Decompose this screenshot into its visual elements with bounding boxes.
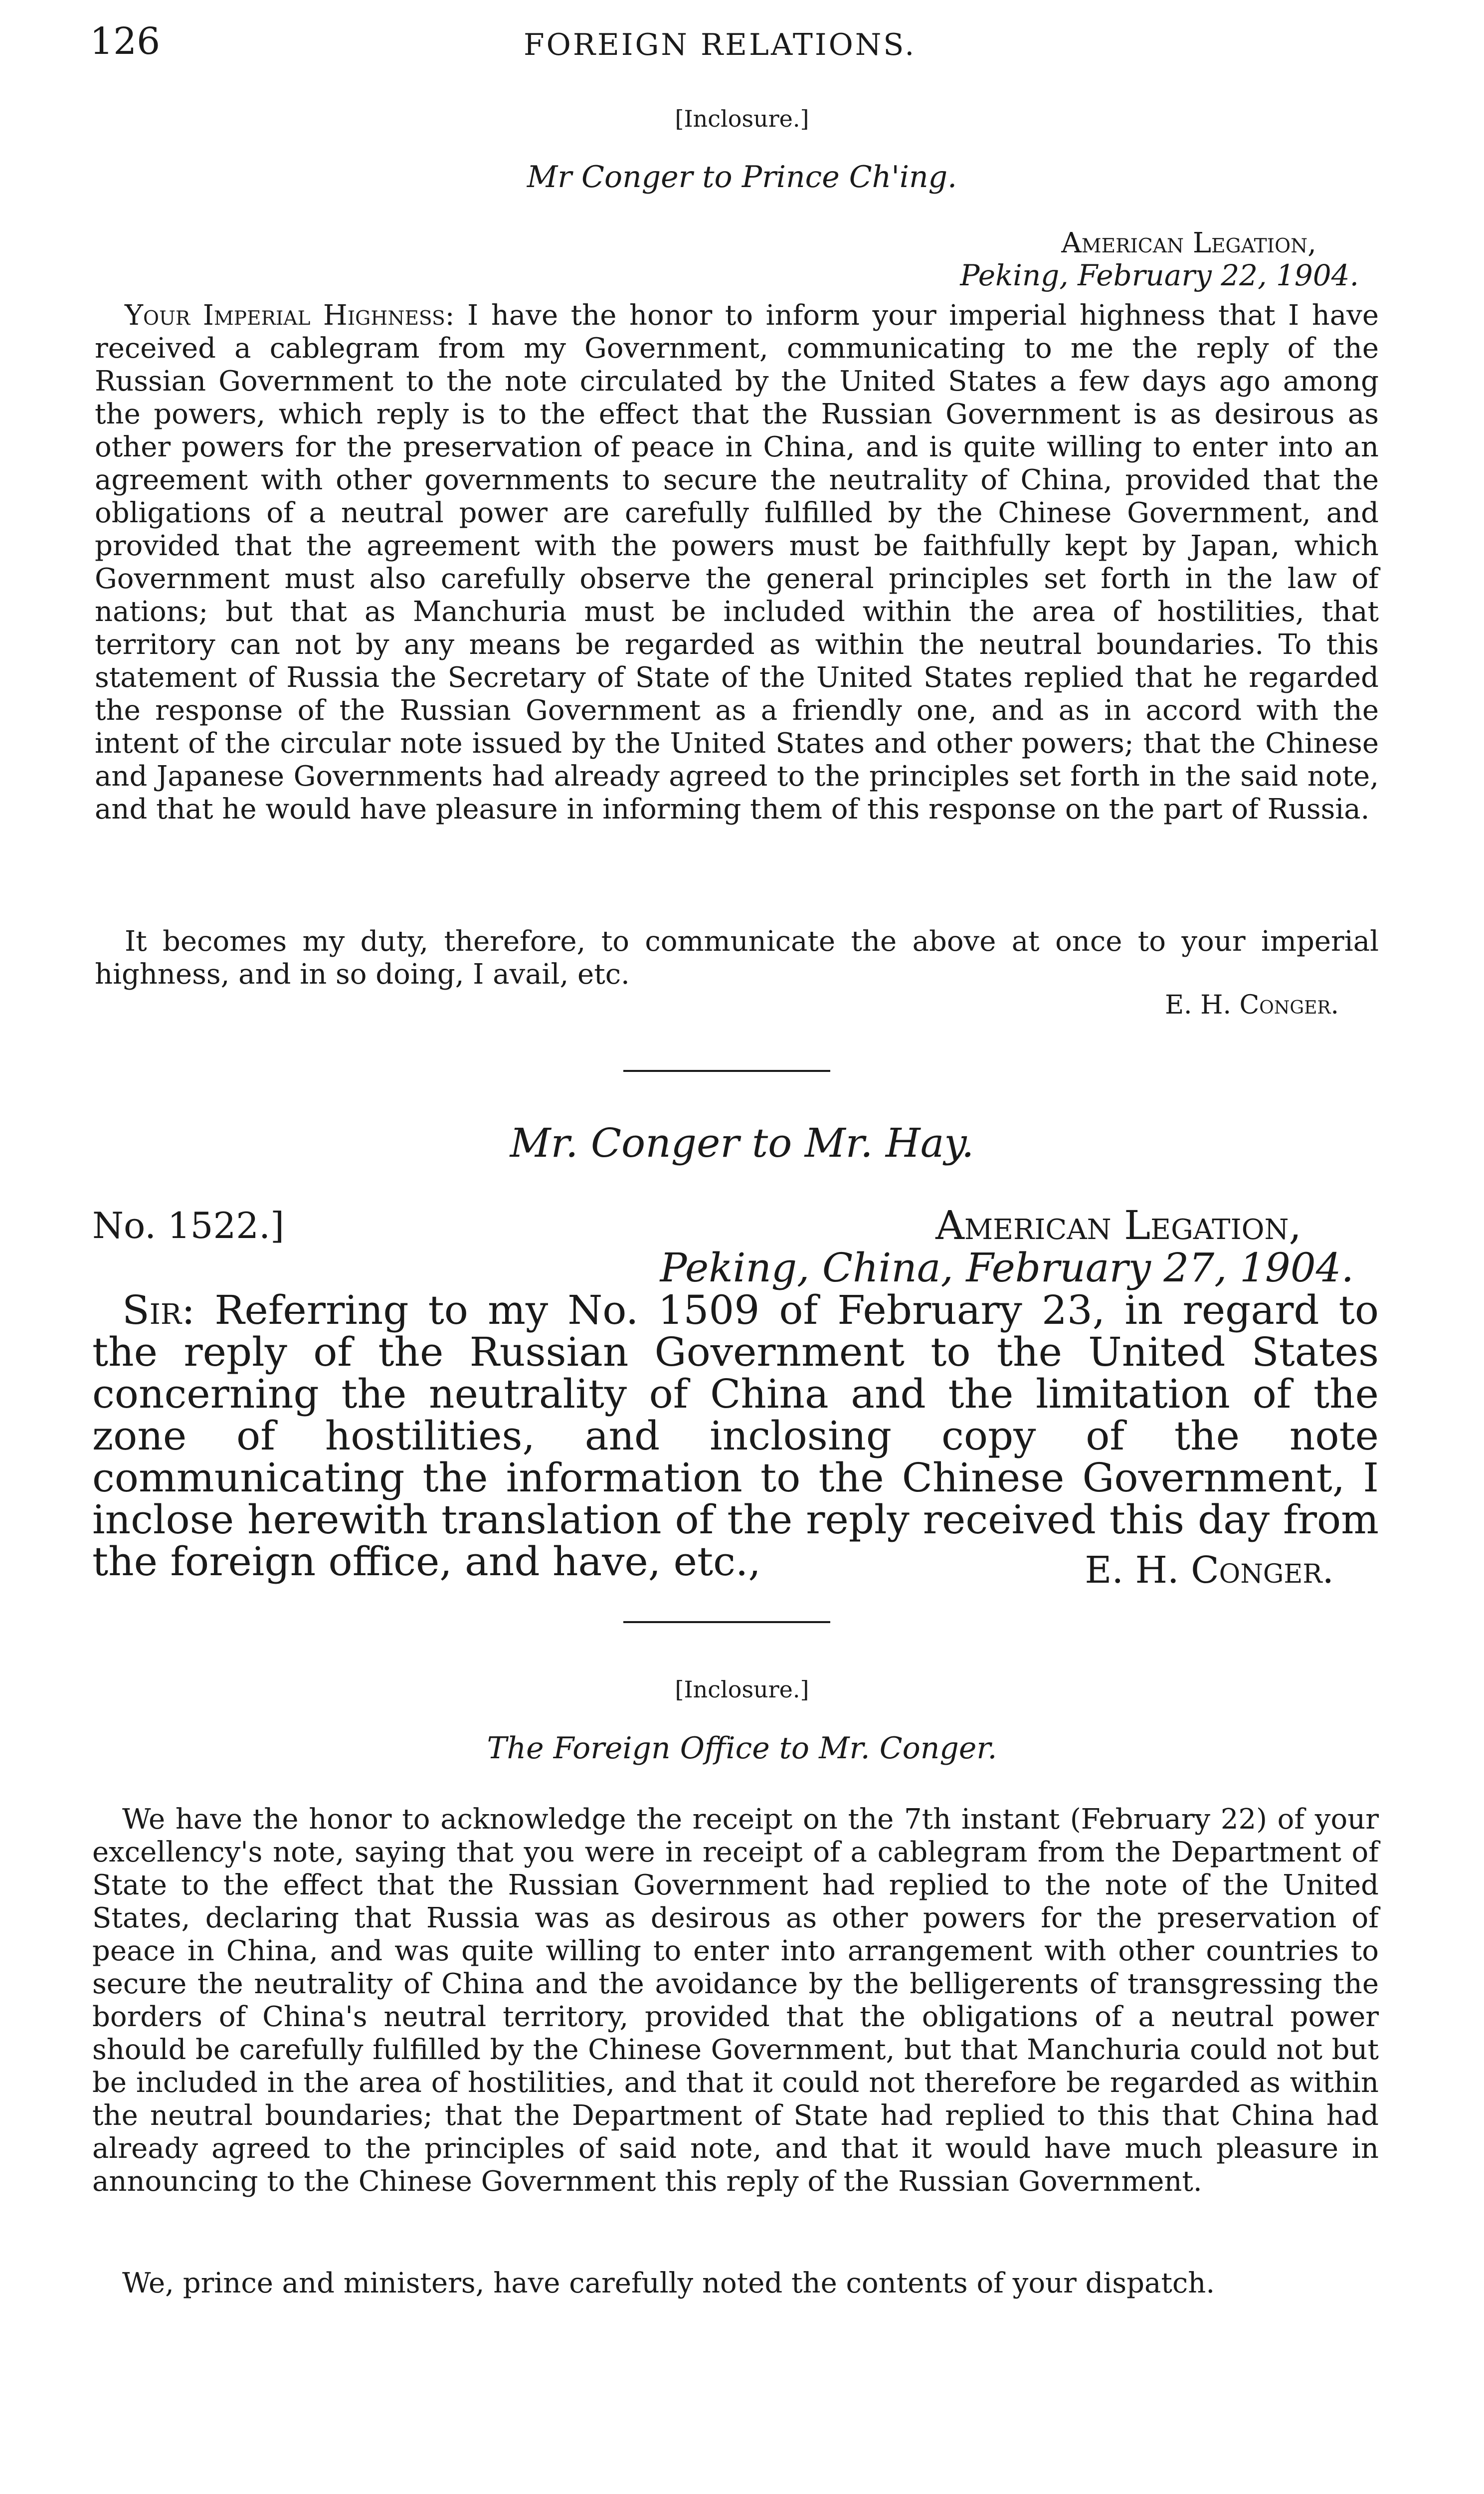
letter-origin: American Legation,	[935, 1202, 1301, 1248]
letter-heading: Mr Conger to Prince Ch'ing.	[527, 160, 957, 195]
letter-body-closing: We, prince and ministers, have carefully noted the contents of your dispatch.	[122, 2267, 1215, 2299]
inclosure-label: [Inclosure.]	[675, 105, 809, 132]
letter-origin: American Legation,	[1061, 227, 1316, 259]
dispatch-number: No. 1522.]	[92, 1205, 285, 1247]
salutation: Sir:	[122, 1287, 195, 1333]
letter-body	[95, 299, 1379, 826]
letter-heading: Mr. Conger to Mr. Hay.	[510, 1120, 974, 1166]
signature: E. H. Conger.	[1085, 1549, 1334, 1592]
letter-body	[92, 1289, 1379, 1583]
letter-body: We have the honor to acknowledge the receipt on the 7th instant (February 22) of your excellency's note, saying that you were in receipt of a cablegram from the Department of State to the effect that the Russian Government had replied to the note of the United States, declaring that Russia was as desirous as other powers for the preservation of peace in China, and was quite willing to enter into arrangement with other countries to secure the neutrality of China and the avoidance by the belligerents of transgressing the borders of China's neutral territory, provided that the obligations of a neutral power should be carefully fulfilled by the Chinese Government, but that Manchuria could not but be included in the area of hostilities, and that it could not therefore be regarded as within the neutral boundaries; that the Department of State had replied to this that China had already agreed to the principles of said note, and that it would have much pleasure in announcing to the Chinese Government this reply of the Russian Government.	[92, 1803, 1379, 2198]
letter-body-closing: It becomes my duty, therefore, to communicate the above at once to your imperial highness, and in so doing, I avail, etc.	[95, 925, 1379, 991]
letter-place-date: Peking, China, February 27, 1904.	[660, 1245, 1354, 1291]
letter-body-text: Referring to my No. 1509 of February 23, in regard to the reply of the Russian Government to the United States concerning the neutrality of China and the limitation of the zone of hostilities, and inclosing copy of the note communicating the information to the Chinese Government, I inclose herewith translation of the reply received this day from the foreign office, and have, etc.,	[92, 1287, 1379, 1585]
letter-body-text: I have the honor to inform your imperial highness that I have received a cablegram from my Government, communicating to me the reply of the Russian Government to the note circulated by the United States a few days ago among the powers, which reply is to the effect that the Russian Government is as desirous as other powers for the preservation of peace in China, and is quite willing to enter into an agreement with other governments to secure the neutrality of China, provided that the obligations of a neutral power are carefully fulfilled by the Chinese Government, and provided that the agreement with the powers must be faithfully kept by Japan, which Government must also carefully observe the general principles set forth in the law of nations; but that as Manchuria must be included within the area of hostilities, that territory can not by any means be regarded as within the neutral boundaries. To this statement of Russia the Secretary of State of the United States replied that he regarded the response of the Russian Government as a friendly one, and as in accord with the intent of the circular note issued by the United States and other powers; that the Chinese and Japanese Governments had already agreed to the principles set forth in the said note, and that he would have pleasure in informing them of this response on the part of Russia.	[95, 299, 1379, 826]
running-title: FOREIGN RELATIONS.	[524, 27, 917, 62]
letter-heading: The Foreign Office to Mr. Conger.	[487, 1731, 997, 1766]
signature: E. H. Conger.	[1165, 990, 1339, 1020]
inclosure-label: [Inclosure.]	[675, 1676, 809, 1703]
salutation: Your Imperial Highness:	[125, 299, 455, 332]
page-number: 126	[90, 20, 161, 63]
letter-place-date: Peking, February 22, 1904.	[960, 258, 1359, 292]
section-divider	[623, 1621, 830, 1623]
section-divider	[623, 1070, 830, 1072]
